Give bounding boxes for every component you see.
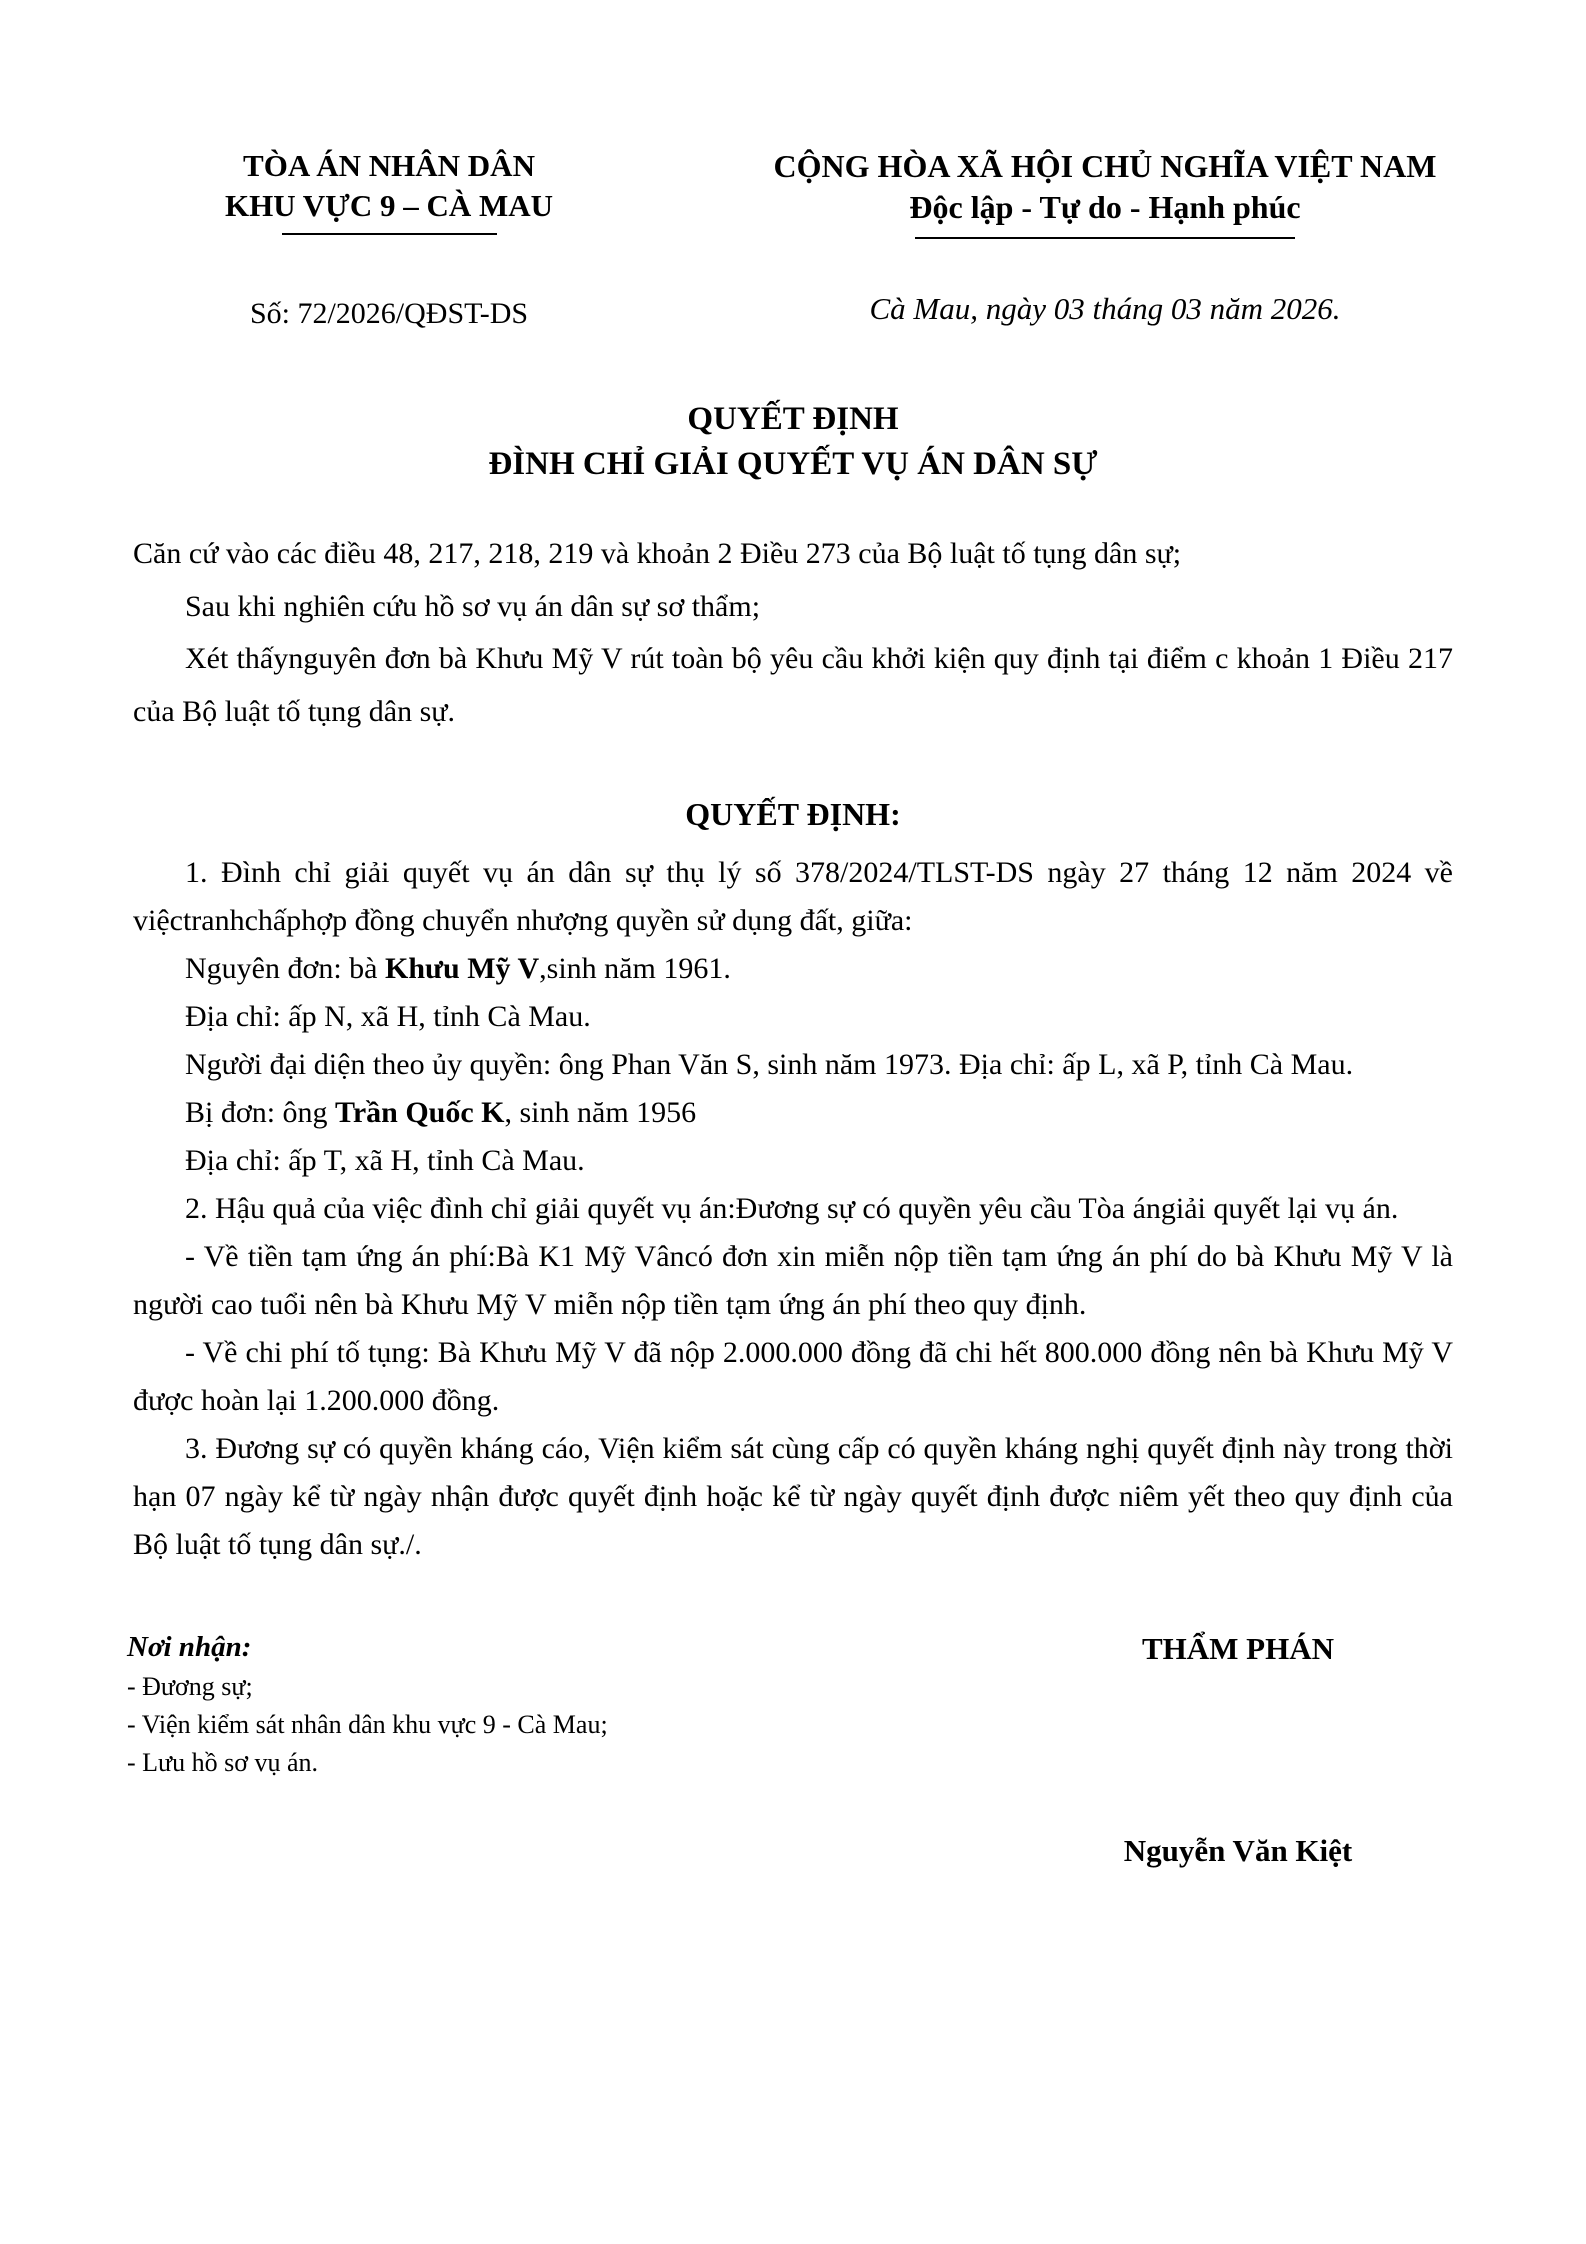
body-paragraph: [133, 1137, 1453, 1185]
body-paragraph: [133, 1041, 1453, 1089]
national-title: CỘNG HÒA XÃ HỘI CHỦ NGHĨA VIỆT NAM: [773, 148, 1437, 184]
document-header: [0, 0, 1586, 331]
national-motto: Độc lập - Tự do - Hạnh phúc: [909, 188, 1301, 225]
text-segment: , sinh năm 1956: [504, 1096, 697, 1130]
decision-section-heading: QUYẾT ĐỊNH:: [685, 796, 901, 833]
body-paragraph: [133, 993, 1453, 1041]
document-footer: [0, 1631, 1586, 1869]
body-paragraph: [133, 1233, 1453, 1329]
preamble-section: [133, 528, 1453, 738]
recipients-list: [127, 1668, 1008, 1781]
signature-block: [1008, 1631, 1468, 1869]
body-paragraph: [133, 849, 1453, 945]
text-segment: 2. Hậu quả của việc đình chỉ giải quyết vụ án:Đương sự có quyền yêu cầu Tòa ángiải quyết lại vụ án.: [185, 1192, 1399, 1226]
recipients-block: [127, 1631, 1008, 1869]
text-segment: Người đại diện theo ủy quyền: ông Phan Văn S, sinh năm 1973. Địa chỉ: ấp L, xã P, tỉnh Cà Mau.: [185, 1048, 1354, 1082]
body-paragraph: [133, 1185, 1453, 1233]
text-segment: Xét thấynguyên đơn bà Khưu Mỹ V rút toàn bộ yêu cầu khởi kiện quy định tại điểm c khoản 1 Điều 217 của Bộ luật tố tụng dân sự.: [133, 642, 1453, 728]
motto-rule: [915, 237, 1295, 239]
court-header: [133, 146, 645, 331]
text-segment: Nguyên đơn: bà: [185, 952, 385, 986]
decision-title: [0, 397, 1586, 486]
party-name-bold: Trần Quốc K: [335, 1096, 505, 1130]
document-number: Số: 72/2026/QĐST-DS: [249, 297, 529, 331]
body-paragraph: [133, 1329, 1453, 1425]
preamble-paragraph: [133, 581, 1453, 634]
text-segment: Địa chỉ: ấp N, xã H, tỉnh Cà Mau.: [185, 1000, 591, 1034]
body-paragraph: [133, 1425, 1453, 1569]
text-segment: ,sinh năm 1961.: [539, 952, 731, 986]
court-name-line2: KHU VỰC 9 – CÀ MAU: [224, 187, 554, 223]
judge-name: Nguyễn Văn Kiệt: [1123, 1833, 1353, 1869]
court-header-rule: [282, 233, 497, 235]
text-segment: Sau khi nghiên cứu hồ sơ vụ án dân sự sơ thẩm;: [185, 589, 761, 623]
text-segment: Căn cứ vào các điều 48, 217, 218, 219 và khoản 2 Điều 273 của Bộ luật tố tụng dân sự;: [133, 537, 1182, 571]
decision-title-line1: QUYẾT ĐỊNH: [687, 401, 899, 438]
judge-title: THẨM PHÁN: [1141, 1631, 1334, 1667]
recipient-item: - Đương sự;: [127, 1672, 253, 1702]
body-paragraph: [133, 1089, 1453, 1137]
text-segment: 3. Đương sự có quyền kháng cáo, Viện kiểm sát cùng cấp có quyền kháng nghị quyết định này trong thời hạn 07 ngày kể từ ngày nhận được quyết định hoặc kể từ ngày quyết định được niêm yết theo quy định của Bộ luật tố tụng dân sự./.: [133, 1432, 1453, 1562]
national-header: [725, 146, 1485, 331]
recipient-item: - Viện kiểm sát nhân dân khu vực 9 - Cà Mau;: [127, 1710, 608, 1740]
text-segment: Địa chỉ: ấp T, xã H, tỉnh Cà Mau.: [185, 1144, 585, 1178]
court-name-line1: TÒA ÁN NHÂN DÂN: [243, 148, 535, 183]
recipient-item: - Lưu hồ sơ vụ án.: [127, 1747, 319, 1777]
text-segment: 1. Đình chỉ giải quyết vụ án dân sự thụ lý số 378/2024/TLST-DS ngày 27 tháng 12 năm 2024 về việctranhchấphợp đồng chuyển nhượng quyền sử dụng đất, giữa:: [133, 856, 1453, 938]
preamble-paragraph: [133, 528, 1453, 581]
text-segment: Bị đơn: ông: [185, 1096, 336, 1130]
text-segment: - Về tiền tạm ứng án phí:Bà K1 Mỹ Vâncó đơn xin miễn nộp tiền tạm ứng án phí do bà Khưu Mỹ V là người cao tuổi nên bà Khưu Mỹ V miễn nộp tiền tạm ứng án phí theo quy định.: [133, 1240, 1453, 1322]
preamble-paragraph: [133, 633, 1453, 738]
date-line: Cà Mau, ngày 03 tháng 03 năm 2026.: [869, 290, 1341, 326]
text-segment: - Về chi phí tố tụng: Bà Khưu Mỹ V đã nộp 2.000.000 đồng đã chi hết 800.000 đồng nên bà Khưu Mỹ V được hoàn lại 1.200.000 đồng.: [133, 1336, 1453, 1418]
body-paragraph: [133, 945, 1453, 993]
recipients-label: Nơi nhận:: [127, 1631, 252, 1664]
decision-title-line2: ĐÌNH CHỈ GIẢI QUYẾT VỤ ÁN DÂN SỰ: [488, 445, 1098, 482]
party-name-bold: Khưu Mỹ V: [385, 952, 540, 986]
body-section: [133, 849, 1453, 1569]
